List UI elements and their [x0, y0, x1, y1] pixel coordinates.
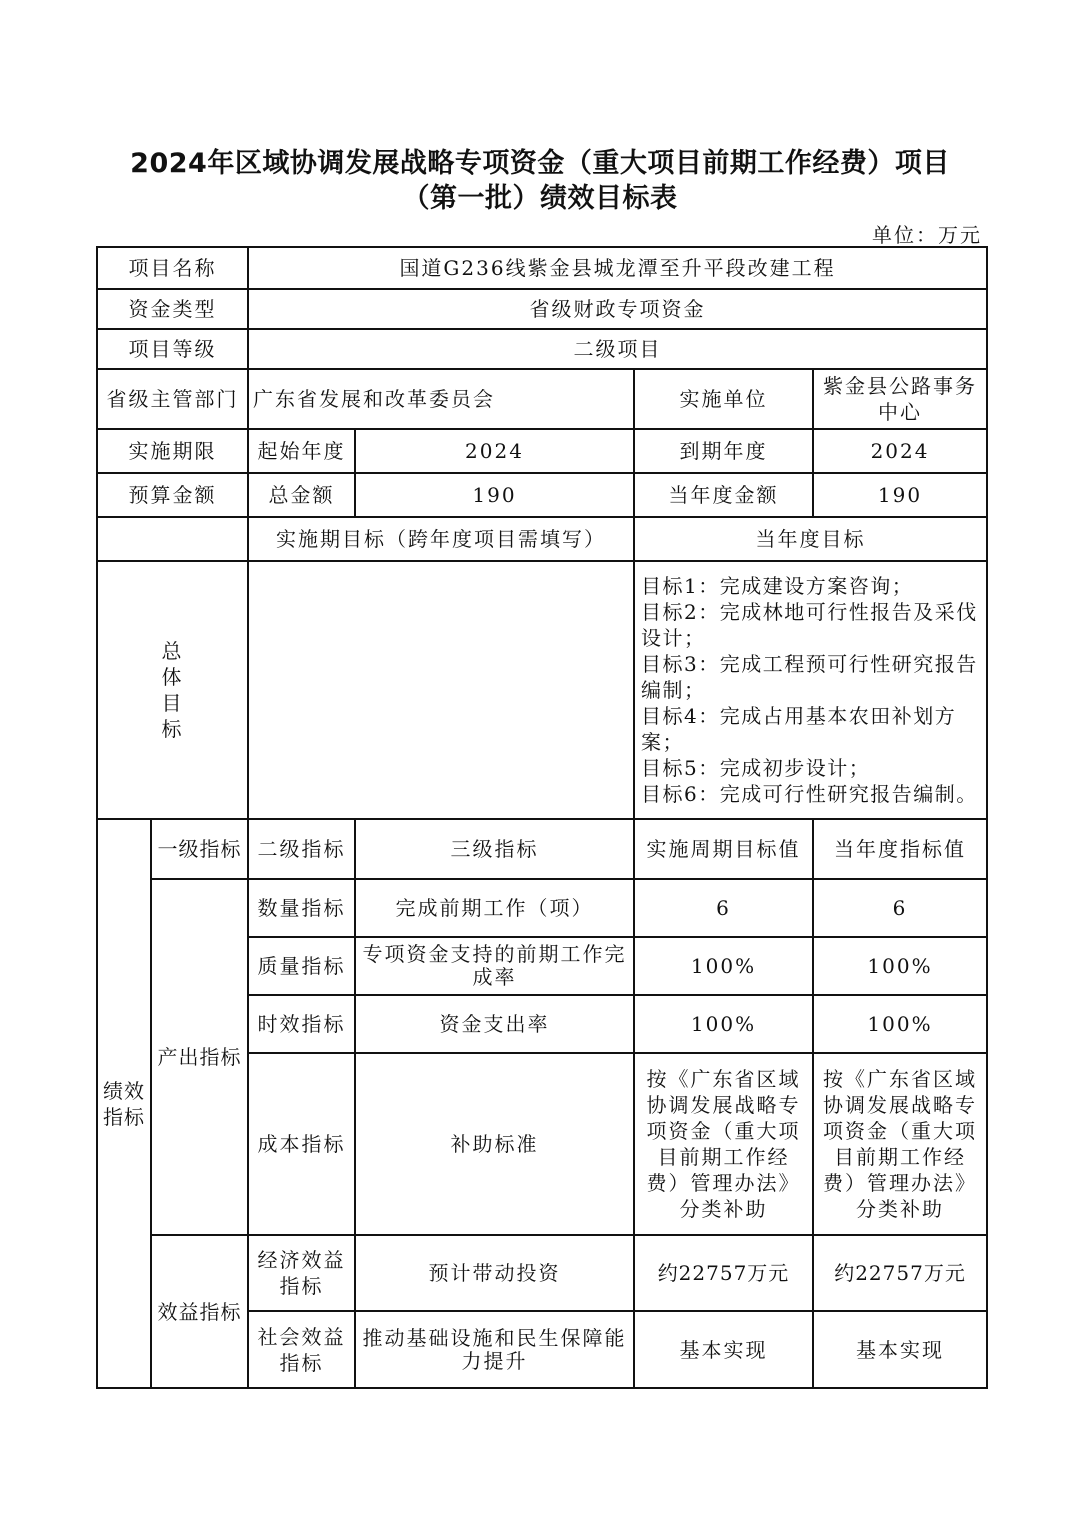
level3-cell: 推动基础设施和民生保障能力提升 — [355, 1311, 634, 1388]
project-level-label: 项目等级 — [97, 329, 248, 369]
end-year-label: 到期年度 — [634, 429, 813, 473]
output-indicator-label: 产出指标 — [151, 879, 248, 1235]
unit-label: 单位：万元 — [872, 223, 982, 247]
period-value-cell: 100% — [634, 995, 813, 1053]
period-value-cell: 100% — [634, 937, 813, 995]
fund-type-label: 资金类型 — [97, 289, 248, 329]
goal-blank-cell — [97, 517, 248, 561]
impl-unit-value: 紫金县公路事务中心 — [813, 369, 987, 429]
year-value-cell: 约22757万元 — [813, 1235, 987, 1311]
level2-cell: 质量指标 — [248, 937, 355, 995]
impl-unit-label: 实施单位 — [634, 369, 813, 429]
goal-item: 目标3：完成工程预可行性研究报告编制； — [641, 652, 978, 702]
level2-cell: 成本指标 — [248, 1053, 355, 1235]
period-value-cell: 基本实现 — [634, 1311, 813, 1388]
goal-item: 目标2：完成林地可行性报告及采伐设计； — [641, 600, 978, 650]
level3-cell: 预计带动投资 — [355, 1235, 634, 1311]
project-name-value: 国道G236线紫金县城龙潭至升平段改建工程 — [248, 247, 987, 289]
goal-year-content — [634, 561, 987, 819]
goal-item: 目标4：完成占用基本农田补划方案； — [641, 704, 957, 754]
year-value-cell: 基本实现 — [813, 1311, 987, 1388]
start-year-label: 起始年度 — [248, 429, 355, 473]
goal-period-content — [248, 561, 634, 819]
current-label: 当年度金额 — [634, 473, 813, 517]
end-year-value: 2024 — [813, 429, 987, 473]
goal-item: 目标1：完成建设方案咨询； — [641, 574, 914, 598]
header-level3: 三级指标 — [355, 819, 634, 879]
dept-value: 广东省发展和改革委员会 — [248, 369, 634, 429]
level2-cell: 经济效益指标 — [248, 1235, 355, 1311]
level2-cell: 时效指标 — [248, 995, 355, 1053]
level3-cell: 专项资金支持的前期工作完成率 — [355, 937, 634, 995]
fund-type-value: 省级财政专项资金 — [248, 289, 987, 329]
period-value-cell: 6 — [634, 879, 813, 937]
overall-goal-char: 总 — [161, 639, 184, 663]
period-value-cell: 约22757万元 — [634, 1235, 813, 1311]
goal-year-header: 当年度目标 — [634, 517, 987, 561]
performance-target-table — [96, 246, 988, 1389]
level3-cell: 完成前期工作（项） — [355, 879, 634, 937]
dept-label: 省级主管部门 — [97, 369, 248, 429]
performance-indicator-label — [97, 819, 151, 1388]
level3-cell: 补助标准 — [355, 1053, 634, 1235]
document-title-line2: （第一批）绩效目标表 — [402, 183, 678, 214]
overall-goal-label — [97, 561, 248, 819]
budget-label: 预算金额 — [97, 473, 248, 517]
current-value: 190 — [813, 473, 987, 517]
overall-goal-char: 目 — [161, 691, 184, 715]
year-value-cell: 6 — [813, 879, 987, 937]
period-value-cell: 按《广东省区域协调发展战略专项资金（重大项目前期工作经费）管理办法》分类补助 — [634, 1053, 813, 1235]
year-value-cell: 100% — [813, 995, 987, 1053]
overall-goal-char: 标 — [161, 717, 184, 741]
period-label: 实施期限 — [97, 429, 248, 473]
goal-period-header: 实施期目标（跨年度项目需填写） — [248, 517, 634, 561]
total-label: 总金额 — [248, 473, 355, 517]
total-value: 190 — [355, 473, 634, 517]
overall-goal-char: 体 — [161, 665, 184, 689]
goal-item: 目标6：完成可行性研究报告编制。 — [641, 782, 978, 806]
level2-cell: 数量指标 — [248, 879, 355, 937]
level3-cell: 资金支出率 — [355, 995, 634, 1053]
header-level2: 二级指标 — [248, 819, 355, 879]
level2-cell: 社会效益指标 — [248, 1311, 355, 1388]
year-value-cell: 100% — [813, 937, 987, 995]
document-title-line1: 2024年区域协调发展战略专项资金（重大项目前期工作经费）项目 — [130, 148, 950, 179]
start-year-value: 2024 — [355, 429, 634, 473]
year-value-cell: 按《广东省区域协调发展战略专项资金（重大项目前期工作经费）管理办法》分类补助 — [813, 1053, 987, 1235]
project-name-label: 项目名称 — [97, 247, 248, 289]
header-year-value: 当年度指标值 — [813, 819, 987, 879]
header-period-value: 实施周期目标值 — [634, 819, 813, 879]
goal-item: 目标5：完成初步设计； — [641, 756, 871, 780]
project-level-value: 二级项目 — [248, 329, 987, 369]
benefit-indicator-label: 效益指标 — [151, 1235, 248, 1388]
header-level1: 一级指标 — [151, 819, 248, 879]
performance-indicator-text: 绩效指标 — [103, 1078, 145, 1129]
